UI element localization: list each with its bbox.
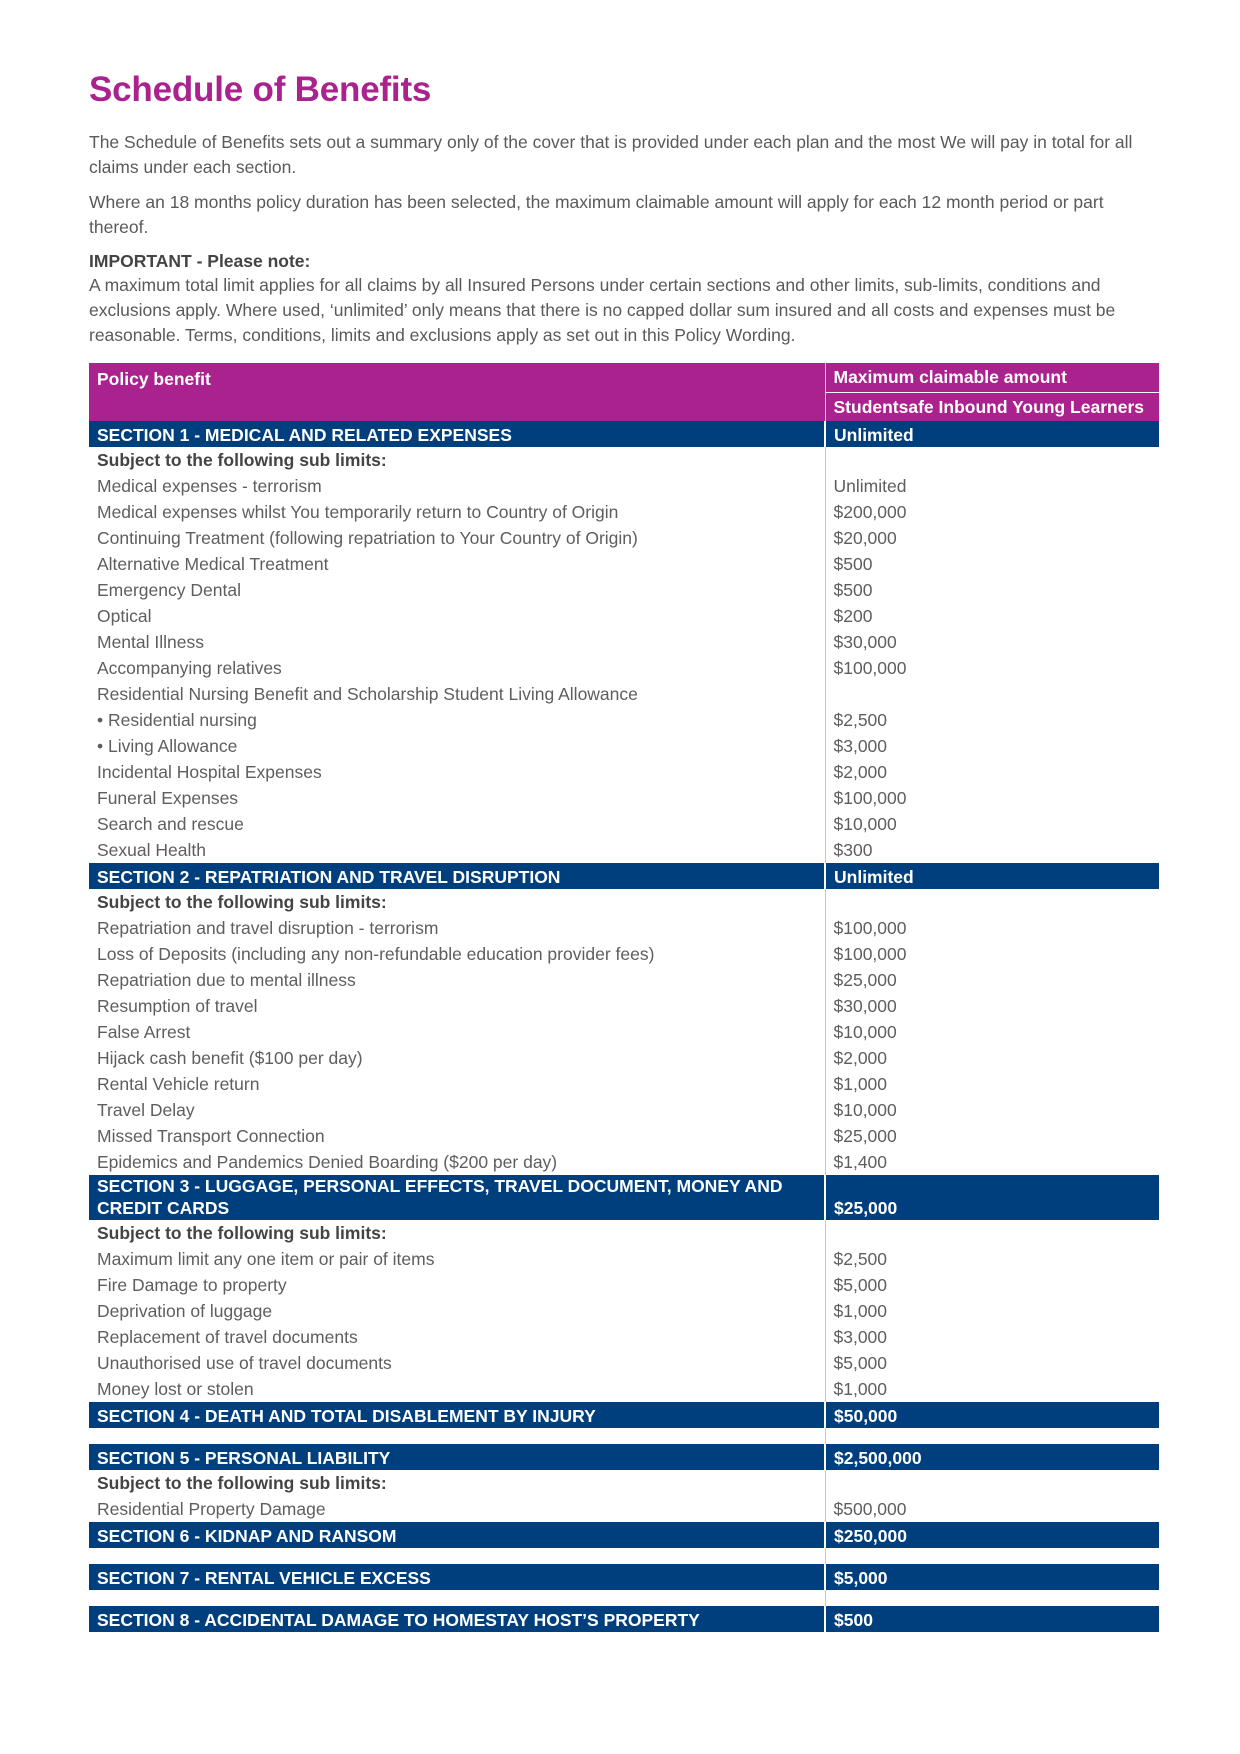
page-title: Schedule of Benefits bbox=[89, 70, 432, 109]
section-amount: $500 bbox=[825, 1606, 1159, 1632]
intro-paragraph-2: Where an 18 months policy duration has been selected, the maximum claimable amount will apply for each 12 month period or part thereof. bbox=[89, 192, 1104, 237]
benefit-amount: $25,000 bbox=[833, 1126, 897, 1146]
benefit-label: Accompanying relatives bbox=[89, 655, 825, 681]
benefit-label: Unauthorised use of travel documents bbox=[89, 1350, 825, 1376]
table-row bbox=[89, 525, 1159, 551]
benefit-label: Emergency Dental bbox=[89, 577, 825, 603]
sub-limits-amount-empty bbox=[825, 889, 1159, 915]
benefit-label: Rental Vehicle return bbox=[89, 1071, 825, 1097]
table-row bbox=[89, 655, 1159, 681]
table-row bbox=[89, 759, 1159, 785]
benefit-amount: $10,000 bbox=[833, 1100, 897, 1120]
benefit-label: Hijack cash benefit ($100 per day) bbox=[89, 1045, 825, 1071]
benefit-label: • Residential nursing bbox=[89, 707, 825, 733]
section-amount: Unlimited bbox=[825, 863, 1159, 889]
sub-limits-row bbox=[89, 889, 1159, 915]
sub-limits-row bbox=[89, 1220, 1159, 1246]
section-header-row bbox=[89, 1175, 1159, 1220]
section-header-row bbox=[89, 421, 1159, 447]
table-row bbox=[89, 1324, 1159, 1350]
section-header-row bbox=[89, 1606, 1159, 1632]
benefit-label: Medical expenses whilst You temporarily return to Country of Origin bbox=[89, 499, 825, 525]
max-claimable-header: Maximum claimable amount bbox=[825, 363, 1159, 393]
section-spacer bbox=[89, 1548, 1159, 1564]
benefit-label: Loss of Deposits (including any non-refundable education provider fees) bbox=[89, 941, 825, 967]
table-row bbox=[89, 811, 1159, 837]
sub-limits-label: Subject to the following sub limits: bbox=[89, 889, 825, 915]
benefit-amount: $500 bbox=[833, 554, 873, 574]
benefit-amount: $100,000 bbox=[833, 918, 907, 938]
benefit-amount: Unlimited bbox=[833, 476, 907, 496]
policy-benefit-header: Policy benefit bbox=[89, 363, 825, 421]
benefit-label: Money lost or stolen bbox=[89, 1376, 825, 1402]
benefit-amount: $1,000 bbox=[833, 1074, 888, 1094]
benefit-amount: $200,000 bbox=[833, 502, 907, 522]
benefit-amount: $200 bbox=[833, 606, 873, 626]
section-amount: $25,000 bbox=[825, 1175, 1159, 1220]
section-header-row bbox=[89, 863, 1159, 889]
benefit-label: Epidemics and Pandemics Denied Boarding ($200 per day) bbox=[89, 1149, 825, 1175]
benefit-label: Residential Property Damage bbox=[89, 1496, 825, 1522]
section-header-row bbox=[89, 1522, 1159, 1548]
spacer-left bbox=[89, 1590, 825, 1606]
benefit-label: Medical expenses - terrorism bbox=[89, 473, 825, 499]
section-title: SECTION 7 - RENTAL VEHICLE EXCESS bbox=[89, 1564, 825, 1590]
benefit-label: Sexual Health bbox=[89, 837, 825, 863]
table-row bbox=[89, 1272, 1159, 1298]
benefit-label: Travel Delay bbox=[89, 1097, 825, 1123]
benefit-label: Deprivation of luggage bbox=[89, 1298, 825, 1324]
benefit-amount: $5,000 bbox=[833, 1275, 888, 1295]
benefit-label: Missed Transport Connection bbox=[89, 1123, 825, 1149]
benefit-amount: $5,000 bbox=[833, 1353, 888, 1373]
spacer-right bbox=[825, 1428, 1159, 1444]
benefit-amount: $500 bbox=[833, 580, 873, 600]
benefit-label: False Arrest bbox=[89, 1019, 825, 1045]
benefit-label: Repatriation due to mental illness bbox=[89, 967, 825, 993]
sub-limits-amount-empty bbox=[825, 447, 1159, 473]
benefit-label: Replacement of travel documents bbox=[89, 1324, 825, 1350]
sub-limits-amount-empty bbox=[825, 1220, 1159, 1246]
benefit-amount: $1,400 bbox=[833, 1152, 888, 1172]
benefit-amount: $10,000 bbox=[833, 1022, 897, 1042]
table-row bbox=[89, 967, 1159, 993]
section-title: SECTION 1 - MEDICAL AND RELATED EXPENSES bbox=[89, 421, 825, 447]
table-row bbox=[89, 1149, 1159, 1175]
table-row bbox=[89, 707, 1159, 733]
table-row bbox=[89, 785, 1159, 811]
table-row bbox=[89, 629, 1159, 655]
table-row bbox=[89, 577, 1159, 603]
table-row bbox=[89, 1496, 1159, 1522]
section-amount: $2,500,000 bbox=[825, 1444, 1159, 1470]
important-text: A maximum total limit applies for all claims by all Insured Persons under certain sections and other limits, sub-limits, conditions and exclusions apply. Where used, ‘unlimited’ only means that there is no capped dollar sum insured and all costs and expenses must be reasonable. Terms, conditions, limits and exclusions apply as set out in this Policy Wording. bbox=[89, 275, 1116, 345]
benefit-label: Funeral Expenses bbox=[89, 785, 825, 811]
section-title: SECTION 4 - DEATH AND TOTAL DISABLEMENT BY INJURY bbox=[89, 1402, 825, 1428]
section-amount: $50,000 bbox=[825, 1402, 1159, 1428]
important-title: IMPORTANT - Please note: bbox=[89, 251, 311, 271]
benefit-label: Continuing Treatment (following repatriation to Your Country of Origin) bbox=[89, 525, 825, 551]
benefit-label: Resumption of travel bbox=[89, 993, 825, 1019]
section-amount: $250,000 bbox=[825, 1522, 1159, 1548]
plan-name-header: Studentsafe Inbound Young Learners bbox=[825, 393, 1159, 421]
benefit-label: Repatriation and travel disruption - terrorism bbox=[89, 915, 825, 941]
benefit-amount: $100,000 bbox=[833, 788, 907, 808]
benefit-amount: $300 bbox=[833, 840, 873, 860]
section-amount: $5,000 bbox=[825, 1564, 1159, 1590]
section-title: SECTION 3 - LUGGAGE, PERSONAL EFFECTS, TRAVEL DOCUMENT, MONEY AND CREDIT CARDS bbox=[89, 1175, 825, 1220]
table-row bbox=[89, 603, 1159, 629]
section-header-row bbox=[89, 1564, 1159, 1590]
benefit-label: • Living Allowance bbox=[89, 733, 825, 759]
benefit-label: Maximum limit any one item or pair of items bbox=[89, 1246, 825, 1272]
table-row bbox=[89, 1123, 1159, 1149]
table-row bbox=[89, 1246, 1159, 1272]
table-row bbox=[89, 551, 1159, 577]
section-title: SECTION 5 - PERSONAL LIABILITY bbox=[89, 1444, 825, 1470]
benefit-label: Fire Damage to property bbox=[89, 1272, 825, 1298]
benefit-amount: $10,000 bbox=[833, 814, 897, 834]
benefit-amount: $3,000 bbox=[833, 736, 888, 756]
benefit-label: Residential Nursing Benefit and Scholarship Student Living Allowance bbox=[89, 681, 825, 707]
table-row bbox=[89, 1376, 1159, 1402]
benefit-amount: $20,000 bbox=[833, 528, 897, 548]
section-header-row bbox=[89, 1402, 1159, 1428]
benefit-label: Mental Illness bbox=[89, 629, 825, 655]
section-title: SECTION 6 - KIDNAP AND RANSOM bbox=[89, 1522, 825, 1548]
benefit-amount: $3,000 bbox=[833, 1327, 888, 1347]
benefit-amount: $100,000 bbox=[833, 658, 907, 678]
benefit-amount: $1,000 bbox=[833, 1379, 888, 1399]
section-spacer bbox=[89, 1590, 1159, 1606]
table-row bbox=[89, 941, 1159, 967]
benefit-amount: $25,000 bbox=[833, 970, 897, 990]
table-row bbox=[89, 1298, 1159, 1324]
sub-limits-label: Subject to the following sub limits: bbox=[89, 1470, 825, 1496]
benefit-amount: $2,000 bbox=[833, 762, 888, 782]
table-row bbox=[89, 1019, 1159, 1045]
benefit-amount bbox=[825, 681, 1159, 707]
benefit-amount: $30,000 bbox=[833, 996, 897, 1016]
sub-limits-label: Subject to the following sub limits: bbox=[89, 1220, 825, 1246]
table-row bbox=[89, 681, 1159, 707]
benefit-label: Incidental Hospital Expenses bbox=[89, 759, 825, 785]
benefit-label: Search and rescue bbox=[89, 811, 825, 837]
benefit-amount: $1,000 bbox=[833, 1301, 888, 1321]
benefit-label: Alternative Medical Treatment bbox=[89, 551, 825, 577]
section-header-row bbox=[89, 1444, 1159, 1470]
spacer-right bbox=[825, 1548, 1159, 1564]
table-row bbox=[89, 473, 1159, 499]
benefit-amount: $2,000 bbox=[833, 1048, 888, 1068]
table-row bbox=[89, 1350, 1159, 1376]
sub-limits-label: Subject to the following sub limits: bbox=[89, 447, 825, 473]
table-row bbox=[89, 993, 1159, 1019]
sub-limits-amount-empty bbox=[825, 1470, 1159, 1496]
table-header-row bbox=[89, 363, 1159, 393]
spacer-left bbox=[89, 1428, 825, 1444]
benefit-amount: $2,500 bbox=[833, 1249, 888, 1269]
benefit-amount: $30,000 bbox=[833, 632, 897, 652]
table-row bbox=[89, 1097, 1159, 1123]
page bbox=[89, 62, 1159, 1632]
sub-limits-row bbox=[89, 447, 1159, 473]
section-spacer bbox=[89, 1428, 1159, 1444]
sub-limits-row bbox=[89, 1470, 1159, 1496]
benefits-table bbox=[89, 363, 1159, 1632]
table-row bbox=[89, 1045, 1159, 1071]
section-amount: Unlimited bbox=[825, 421, 1159, 447]
table-row bbox=[89, 915, 1159, 941]
table-row bbox=[89, 733, 1159, 759]
benefit-label: Optical bbox=[89, 603, 825, 629]
section-title: SECTION 8 - ACCIDENTAL DAMAGE TO HOMESTAY HOST’S PROPERTY bbox=[89, 1606, 825, 1632]
table-row bbox=[89, 499, 1159, 525]
table-row bbox=[89, 1071, 1159, 1097]
benefit-amount: $2,500 bbox=[833, 710, 888, 730]
spacer-left bbox=[89, 1548, 825, 1564]
intro-paragraph-1: The Schedule of Benefits sets out a summary only of the cover that is provided under each plan and the most We will pay in total for all claims under each section. bbox=[89, 132, 1133, 177]
spacer-right bbox=[825, 1590, 1159, 1606]
section-title: SECTION 2 - REPATRIATION AND TRAVEL DISRUPTION bbox=[89, 863, 825, 889]
benefit-amount: $100,000 bbox=[833, 944, 907, 964]
table-row bbox=[89, 837, 1159, 863]
benefit-amount: $500,000 bbox=[833, 1499, 907, 1519]
